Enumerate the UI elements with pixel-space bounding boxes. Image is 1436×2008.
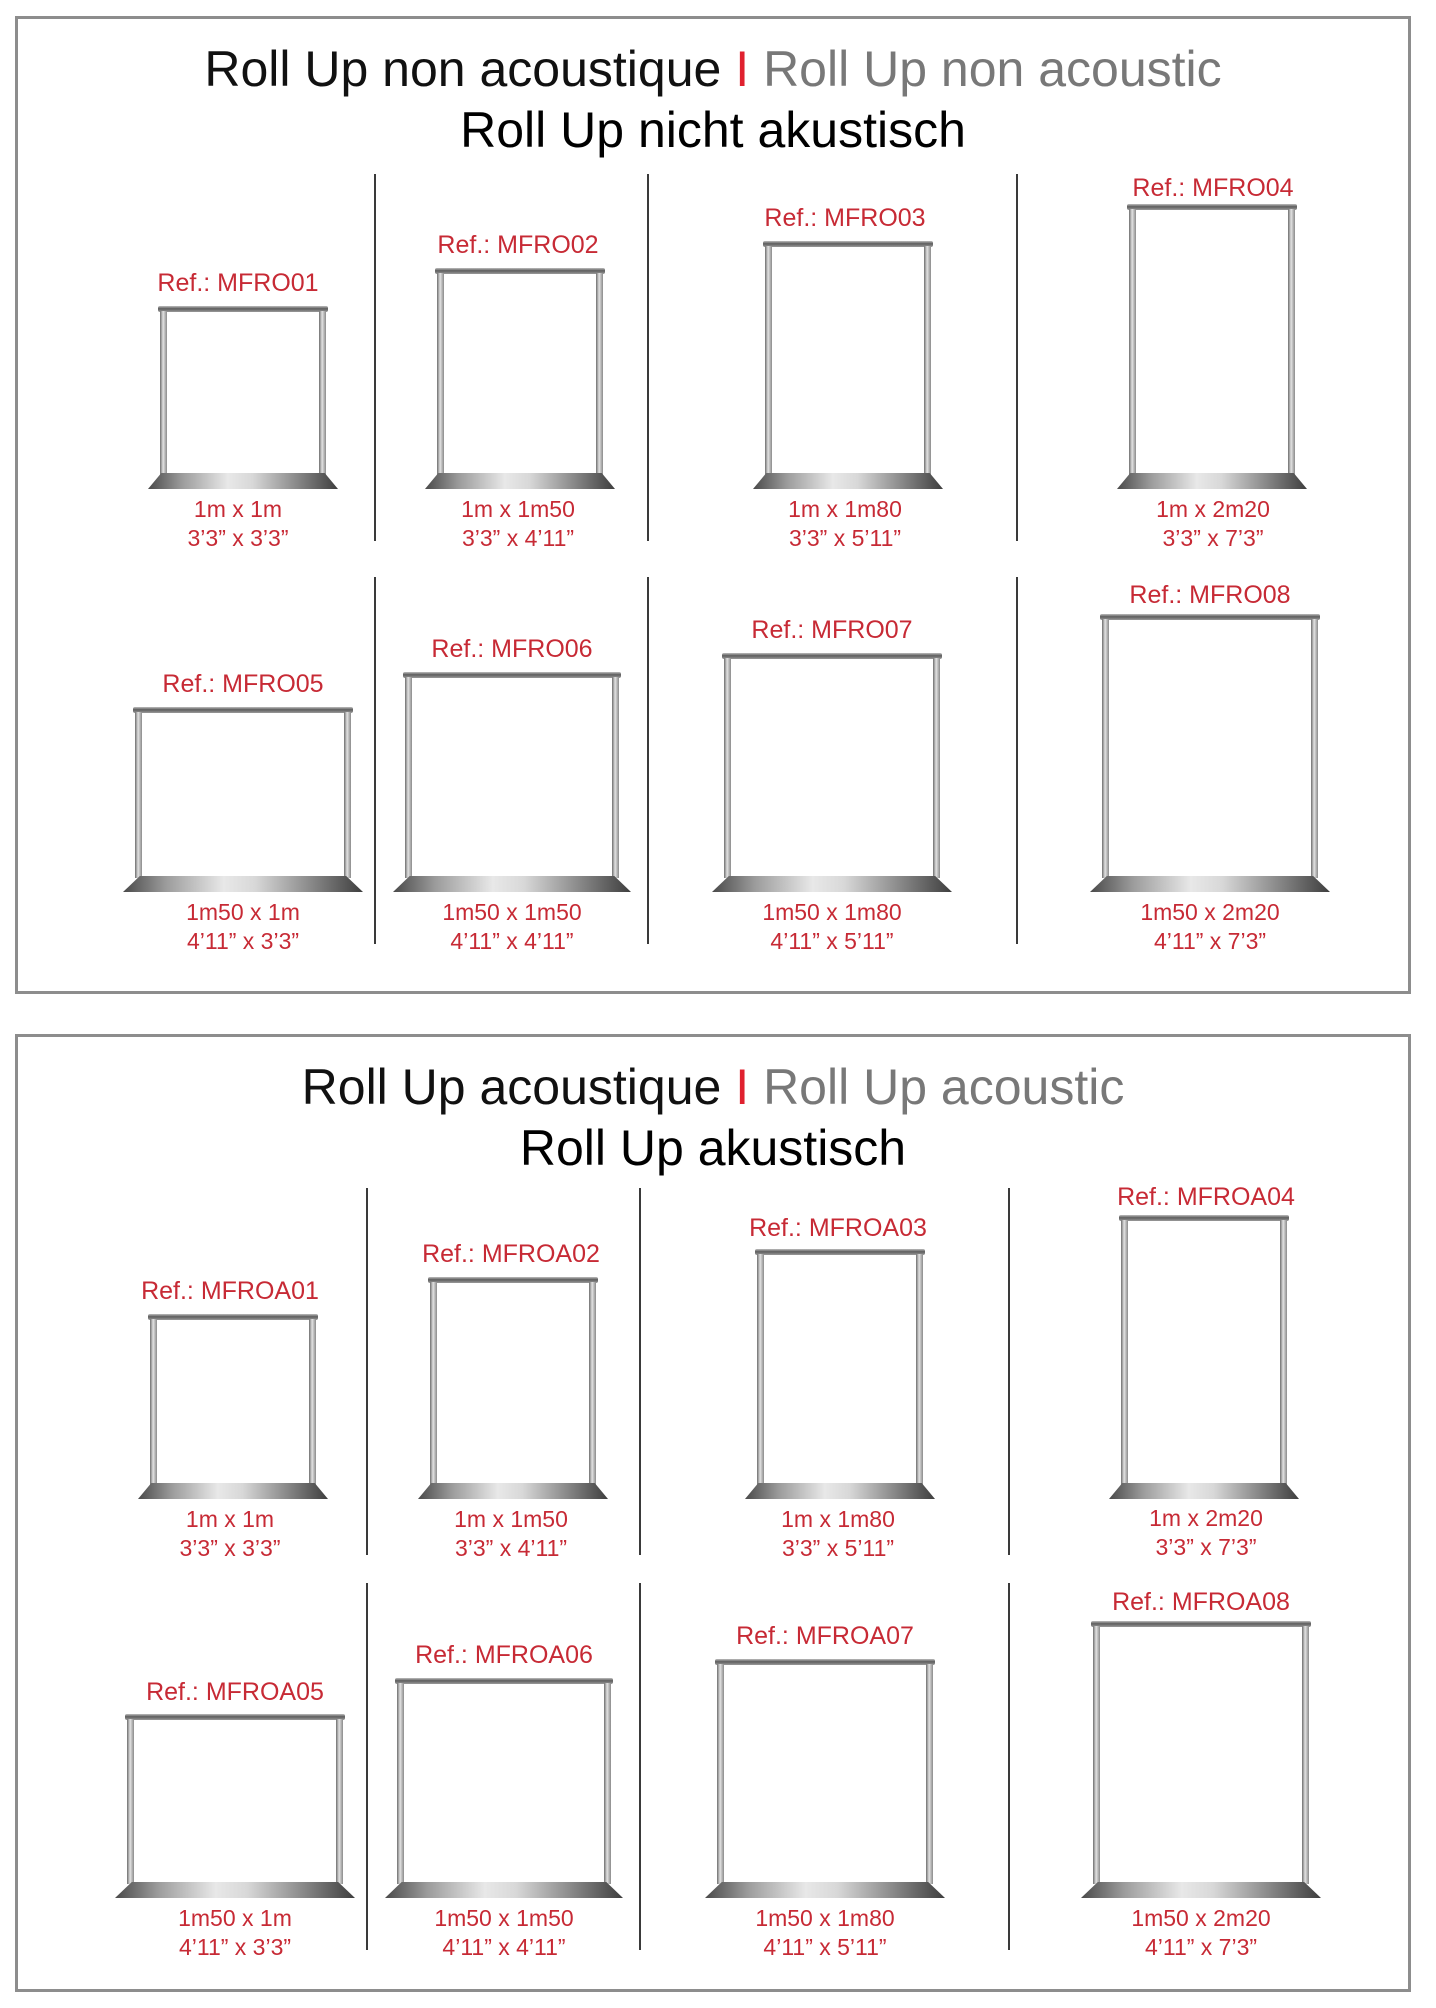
rollup-stand-illustration bbox=[403, 672, 621, 892]
rollup-item bbox=[133, 670, 353, 956]
rollup-item bbox=[411, 1240, 611, 1562]
title-separator: I bbox=[735, 1059, 750, 1115]
column-divider bbox=[1008, 1188, 1010, 1555]
column-divider bbox=[374, 174, 376, 541]
reference-label: Ref.: MFRO07 bbox=[751, 616, 913, 644]
title-separator: I bbox=[735, 41, 750, 97]
section-title-line1 bbox=[18, 39, 1408, 99]
rollup-stand-illustration bbox=[395, 1678, 613, 1898]
acoustic-panel bbox=[15, 1034, 1411, 1992]
size-metric: 1m50 x 1m bbox=[178, 1905, 292, 1931]
rollup-item bbox=[418, 231, 618, 553]
column-divider bbox=[1008, 1583, 1010, 1950]
rollup-stand-illustration bbox=[1119, 1215, 1289, 1499]
size-metric: 1m x 1m bbox=[193, 496, 283, 522]
rollup-item bbox=[715, 1622, 935, 1962]
reference-label: Ref.: MFRO03 bbox=[764, 204, 926, 232]
size-imperial: 3’3” x 5’11” bbox=[781, 1535, 895, 1561]
column-divider bbox=[647, 174, 649, 541]
column-divider bbox=[374, 577, 376, 944]
reference-label: Ref.: MFRO06 bbox=[431, 635, 593, 663]
size-metric: 1m50 x 1m80 bbox=[762, 899, 902, 925]
reference-label: Ref.: MFROA04 bbox=[1117, 1183, 1295, 1211]
size-metric: 1m x 1m50 bbox=[461, 496, 575, 522]
column-divider bbox=[639, 1583, 641, 1950]
rollup-stand-illustration bbox=[133, 707, 353, 892]
rollup-stand-illustration bbox=[148, 1314, 318, 1499]
size-imperial: 4’11” x 5’11” bbox=[763, 1934, 887, 1960]
rollup-item bbox=[130, 1277, 330, 1562]
rollup-item bbox=[738, 1214, 938, 1562]
reference-label: Ref.: MFROA03 bbox=[749, 1214, 927, 1242]
rollup-stand-illustration bbox=[722, 653, 942, 892]
size-imperial: 3’3” x 3’3” bbox=[179, 1535, 281, 1561]
title-en: Roll Up acoustic bbox=[763, 1059, 1125, 1115]
title-en: Roll Up non acoustic bbox=[763, 41, 1222, 97]
size-imperial: 3’3” x 4’11” bbox=[454, 1535, 568, 1561]
reference-label: Ref.: MFRO01 bbox=[157, 269, 319, 297]
rollup-item bbox=[395, 1641, 613, 1962]
non-acoustic-panel bbox=[15, 16, 1411, 994]
size-imperial: 4’11” x 7’3” bbox=[1153, 928, 1267, 954]
size-imperial: 3’3” x 7’3” bbox=[1162, 525, 1264, 551]
rollup-item bbox=[1106, 1183, 1306, 1562]
rollup-stand-illustration bbox=[755, 1249, 925, 1499]
reference-label: Ref.: MFRO02 bbox=[437, 231, 599, 259]
size-metric: 1m50 x 1m bbox=[186, 899, 300, 925]
rollup-item bbox=[1113, 174, 1313, 553]
size-imperial: 4’11” x 7’3” bbox=[1144, 1934, 1258, 1960]
size-imperial: 4’11” x 4’11” bbox=[442, 1934, 566, 1960]
reference-label: Ref.: MFROA05 bbox=[146, 1678, 324, 1706]
size-metric: 1m50 x 2m20 bbox=[1131, 1905, 1271, 1931]
title-fr: Roll Up acoustique bbox=[301, 1059, 722, 1115]
reference-label: Ref.: MFROA02 bbox=[422, 1240, 600, 1268]
rollup-stand-illustration bbox=[428, 1277, 598, 1499]
reference-label: Ref.: MFRO08 bbox=[1129, 581, 1291, 609]
reference-label: Ref.: MFROA07 bbox=[736, 1622, 914, 1650]
rollup-stand-illustration bbox=[1127, 204, 1297, 489]
rollup-item bbox=[403, 635, 621, 956]
column-divider bbox=[1016, 174, 1018, 541]
size-metric: 1m x 1m80 bbox=[788, 496, 902, 522]
rollup-stand-illustration bbox=[158, 306, 328, 489]
rollup-item bbox=[1100, 581, 1320, 956]
size-imperial: 4’11” x 3’3” bbox=[178, 1934, 292, 1960]
size-metric: 1m x 2m20 bbox=[1149, 1505, 1263, 1531]
rollup-item bbox=[745, 204, 945, 553]
section-title-line1 bbox=[18, 1057, 1408, 1117]
size-metric: 1m50 x 1m80 bbox=[755, 1905, 895, 1931]
rollup-item bbox=[138, 269, 338, 553]
size-metric: 1m x 1m50 bbox=[454, 1506, 568, 1532]
title-fr: Roll Up non acoustique bbox=[204, 41, 722, 97]
size-imperial: 4’11” x 4’11” bbox=[450, 928, 574, 954]
size-imperial: 3’3” x 3’3” bbox=[187, 525, 289, 551]
title-de: Roll Up akustisch bbox=[519, 1120, 907, 1176]
size-metric: 1m x 1m80 bbox=[781, 1506, 895, 1532]
rollup-stand-illustration bbox=[715, 1659, 935, 1898]
size-imperial: 3’3” x 7’3” bbox=[1155, 1534, 1257, 1560]
size-metric: 1m50 x 1m50 bbox=[442, 899, 582, 925]
column-divider bbox=[366, 1583, 368, 1950]
rollup-item bbox=[722, 616, 942, 956]
title-de: Roll Up nicht akustisch bbox=[460, 102, 966, 158]
size-metric: 1m50 x 2m20 bbox=[1140, 899, 1280, 925]
size-imperial: 4’11” x 3’3” bbox=[186, 928, 300, 954]
reference-label: Ref.: MFROA06 bbox=[415, 1641, 593, 1669]
rollup-stand-illustration bbox=[1100, 614, 1320, 892]
size-metric: 1m x 2m20 bbox=[1156, 496, 1270, 522]
column-divider bbox=[647, 577, 649, 944]
rollup-stand-illustration bbox=[435, 268, 605, 489]
column-divider bbox=[1016, 577, 1018, 944]
size-imperial: 3’3” x 4’11” bbox=[461, 525, 575, 551]
rollup-stand-illustration bbox=[125, 1714, 345, 1898]
rollup-item bbox=[1091, 1588, 1311, 1962]
reference-label: Ref.: MFRO04 bbox=[1132, 174, 1294, 202]
size-imperial: 3’3” x 5’11” bbox=[788, 525, 902, 551]
reference-label: Ref.: MFROA08 bbox=[1112, 1588, 1290, 1616]
rollup-item bbox=[125, 1678, 345, 1962]
reference-label: Ref.: MFRO05 bbox=[162, 670, 324, 698]
rollup-stand-illustration bbox=[1091, 1621, 1311, 1898]
rollup-stand-illustration bbox=[763, 241, 933, 489]
size-metric: 1m50 x 1m50 bbox=[434, 1905, 574, 1931]
reference-label: Ref.: MFROA01 bbox=[141, 1277, 319, 1305]
size-metric: 1m x 1m bbox=[185, 1506, 275, 1532]
size-imperial: 4’11” x 5’11” bbox=[770, 928, 894, 954]
